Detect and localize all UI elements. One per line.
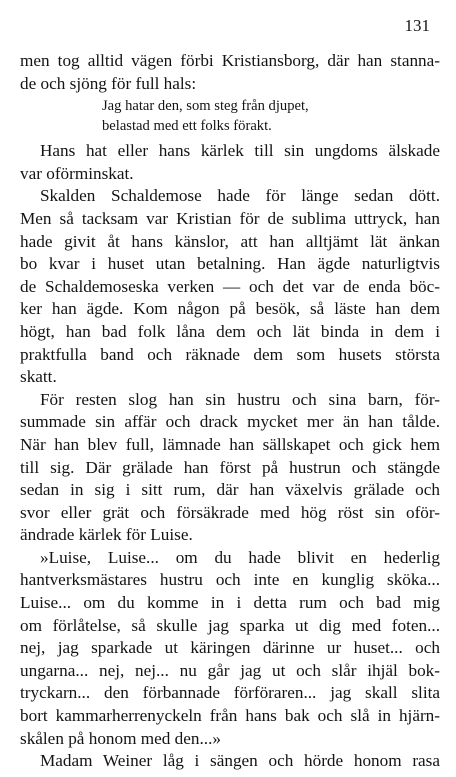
text-line: hantverksmästares hustru och inte en kunglig sköka... bbox=[20, 570, 440, 590]
text-line: men tog alltid vägen förbi Kristiansborg, där han stanna- bbox=[20, 51, 440, 70]
text-line: Hans hat eller hans kärlek till sin ungdoms älskade bbox=[40, 141, 440, 161]
text-line: hade givit åt hans känslor, att han alltjämt lät änkan bbox=[20, 231, 440, 251]
text-line: till sig. Där grälade han först på hustrun och stängde bbox=[20, 457, 440, 477]
text-line: de Schaldemoseska verken — och det var de enda böc- bbox=[20, 276, 440, 296]
text-line: summade sin affär och drack mycket mer än han tålde. bbox=[20, 412, 440, 432]
text-line: högt, han bad folk låna dem och lät binda in dem i bbox=[20, 321, 440, 341]
text-line: tryckarn... den förbannade förföraren... jag skall slita bbox=[20, 683, 440, 703]
verse-line: belastad med ett folks förakt. bbox=[102, 118, 272, 135]
paragraph bbox=[20, 140, 440, 185]
text-line: var oförminskat. bbox=[20, 163, 134, 183]
verse-line: Jag hatar den, som steg från djupet, bbox=[102, 98, 309, 115]
paragraph bbox=[20, 389, 440, 547]
text-line: När han blev full, lämnade han sällskapet och gick hem bbox=[20, 434, 440, 454]
text-line: svor eller grät och försäkrade med hög röst sin oför- bbox=[20, 502, 440, 522]
page-number: 131 bbox=[404, 16, 430, 35]
text-line: För resten slog han sin hustru och sina barn, för- bbox=[40, 389, 440, 409]
text-line: bort kammarherrenyckeln från hans bak och slå in hjärn- bbox=[20, 706, 440, 726]
text-line: praktfulla band och räknade dem som husets största bbox=[20, 344, 440, 364]
verse-quote bbox=[102, 96, 440, 136]
text-line: de och sjöng för full hals: bbox=[20, 73, 197, 93]
text-line: Men så tacksam var Kristian för de sublima uttryck, han bbox=[20, 208, 440, 228]
body-text bbox=[20, 50, 440, 773]
text-line: skålen på honom med den...» bbox=[20, 728, 221, 748]
text-line: ungarna... nej, nej... nu går jag ut och slår ihjäl bok- bbox=[20, 660, 440, 680]
text-line: om förlåtelse, så skulle jag sparka ut dig med foten... bbox=[20, 615, 440, 635]
text-line: Skalden Schaldemose hade för länge sedan dött. bbox=[40, 186, 440, 206]
text-line: sedan in sig i sitt rum, där han växelvis grälade och bbox=[20, 480, 440, 500]
paragraph bbox=[20, 750, 440, 773]
paragraph bbox=[20, 185, 440, 388]
text-line: Luise... om du komme in i detta rum och bad mig bbox=[20, 593, 440, 613]
text-line: »Luise, Luise... om du hade blivit en hederlig bbox=[40, 547, 440, 567]
paragraph bbox=[20, 547, 440, 750]
text-line: nej, jag sparkade ut käringen därinne ur huset... och bbox=[20, 638, 440, 658]
text-line: Madam Weiner låg i sängen och hörde honom rasa bbox=[40, 751, 440, 771]
text-line: bo kvar i huset utan betalning. Han ägde naturligtvis bbox=[20, 254, 440, 274]
text-line: skatt. bbox=[20, 367, 57, 387]
text-line: ändrade kärlek för Luise. bbox=[20, 525, 193, 545]
text-line: ker han ägde. Kom någon på besök, så läste han dem bbox=[20, 299, 440, 319]
